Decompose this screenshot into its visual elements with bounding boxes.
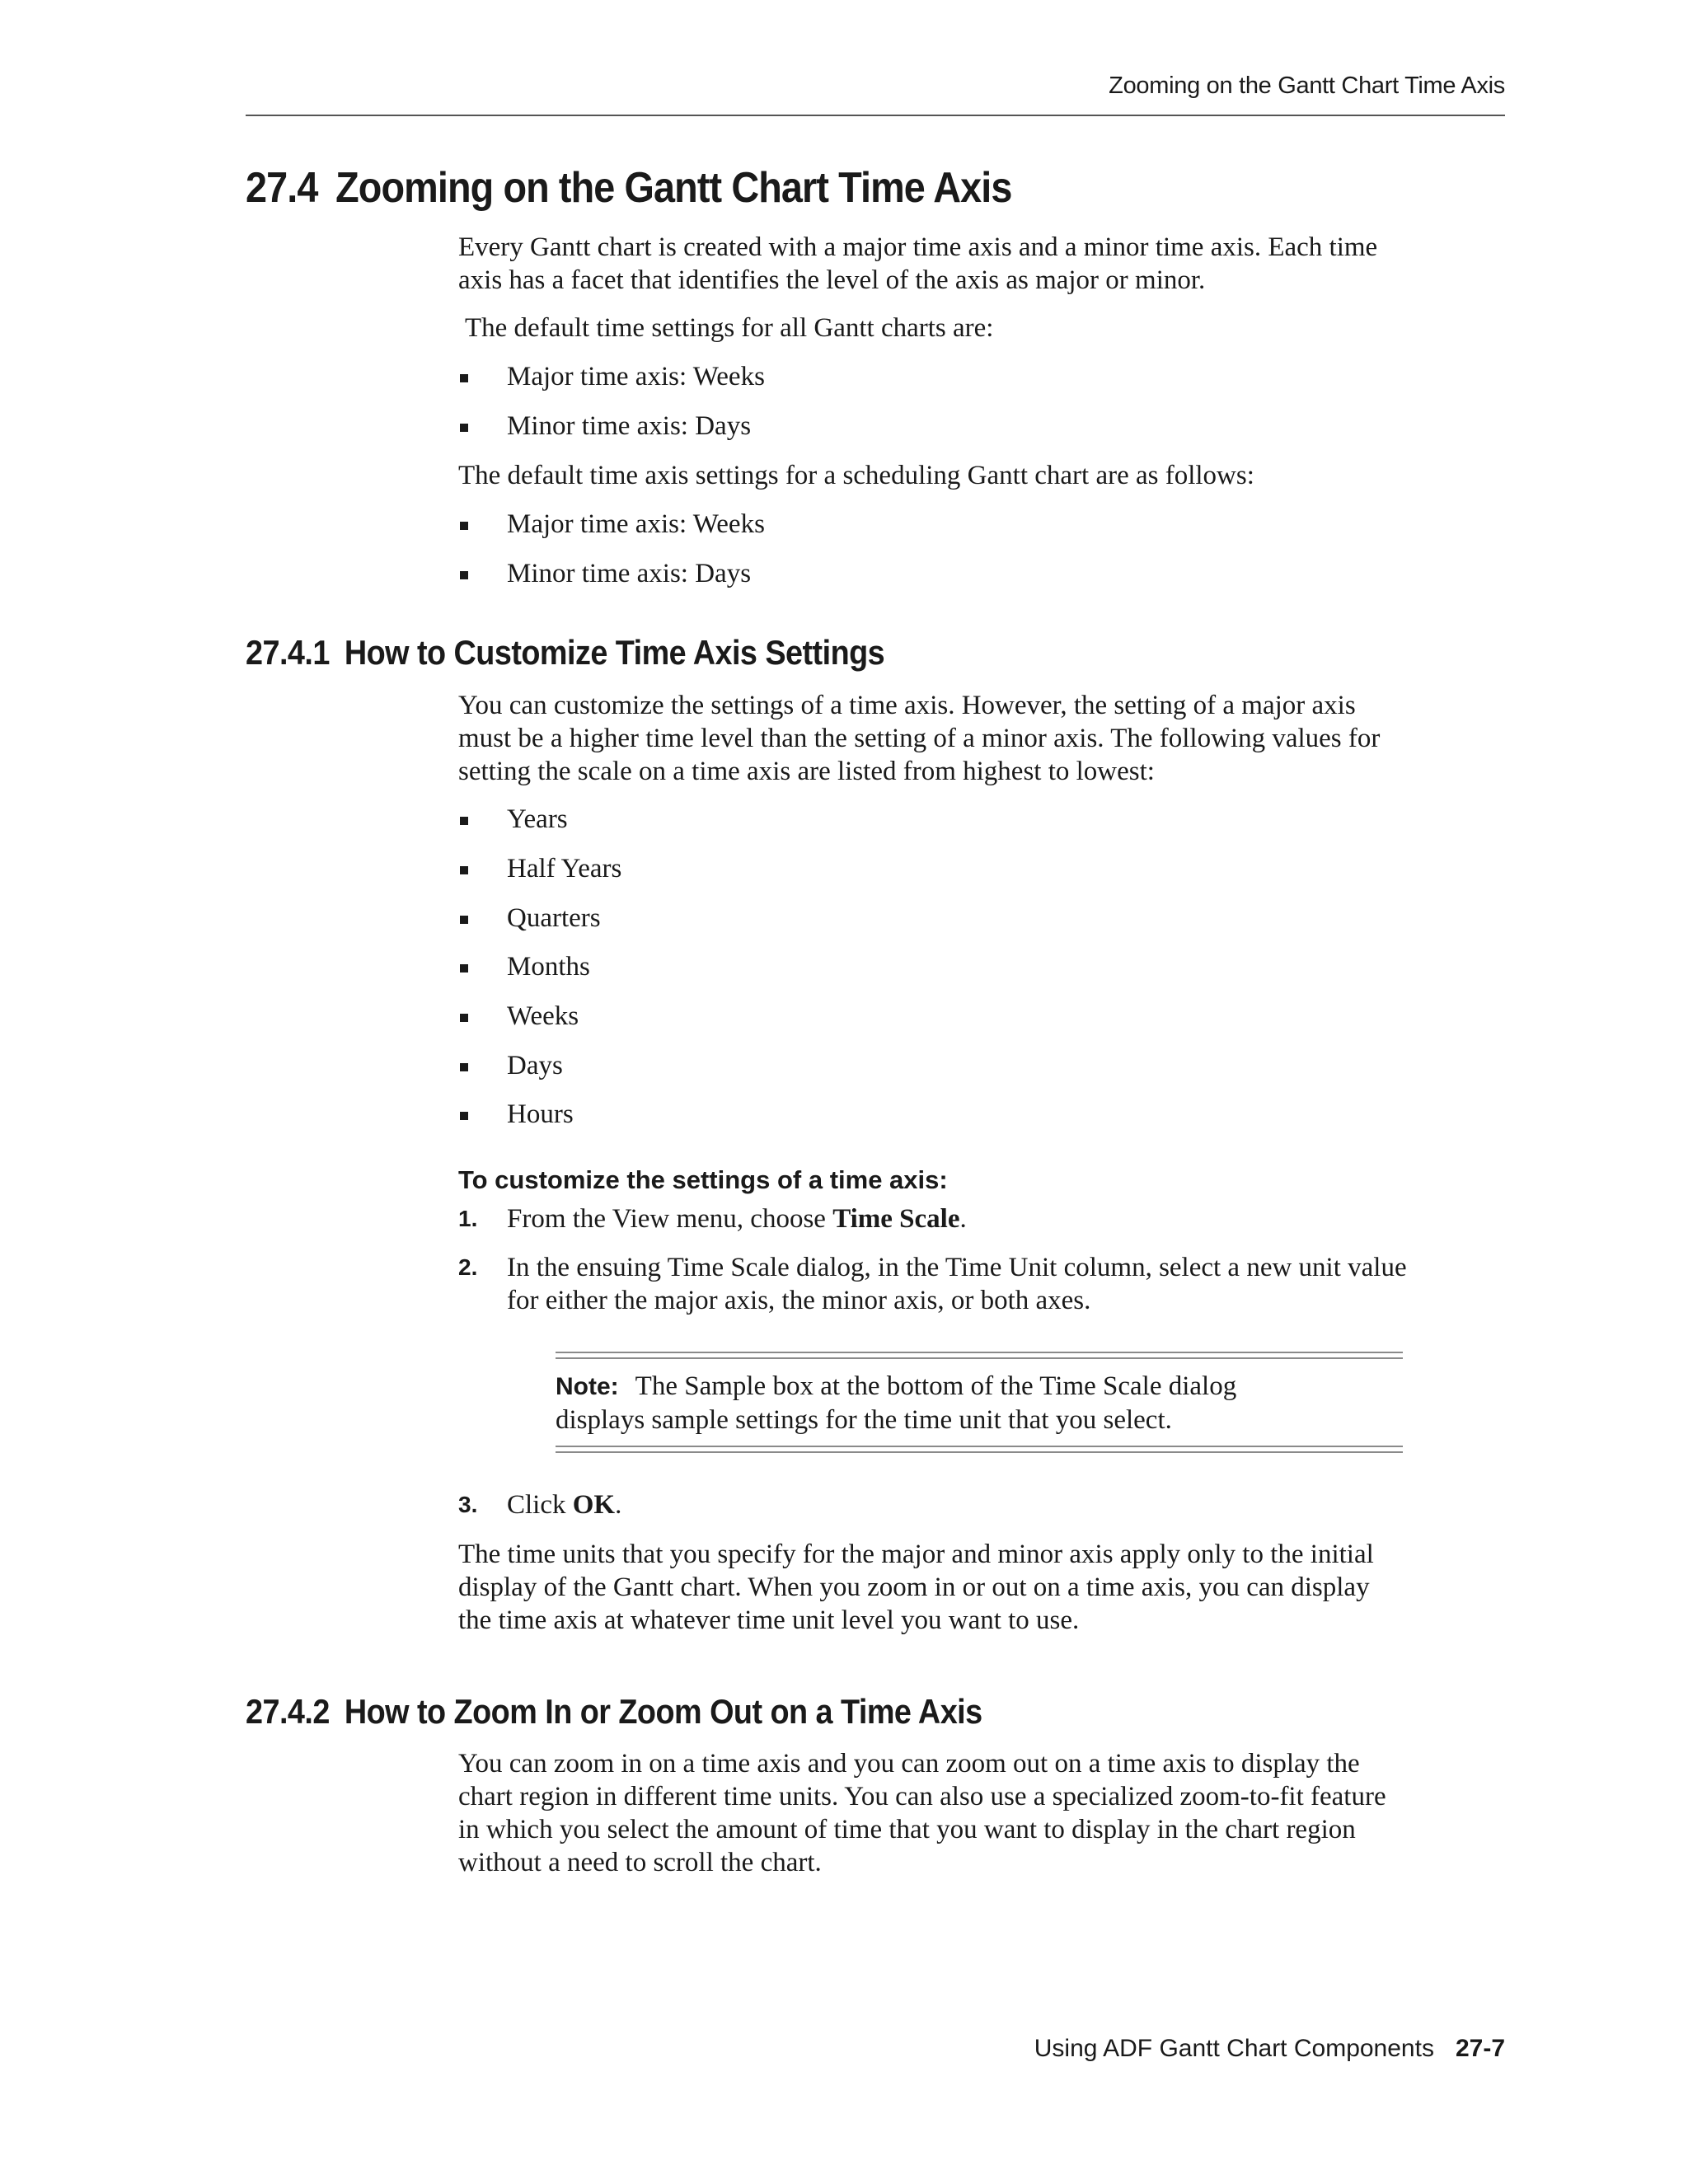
section-intro [458,231,1505,297]
note-label: Note: [556,1373,619,1400]
scheduling-intro: The default time axis settings for a scheduling Gantt chart are as follows: [458,461,1254,490]
subsection-paragraph: You can customize the settings of a time axis. However, the setting of a major axis must be a higher time level than the setting of a minor axis. The following values for setting the scale on a time axis are listed from highest to lowest: [458,691,1381,786]
bullet-icon [460,424,468,432]
note-rule [556,1451,1403,1453]
subsection-number: 27.4.2 [246,1692,330,1731]
intro-line: axis has a facet that identifies the level of the axis as major or minor. [458,265,1206,295]
section-heading [246,163,1012,213]
ui-term: Time Scale [832,1204,960,1234]
subsection-title: How to Customize Time Axis Settings [344,633,885,672]
note-rule [556,1446,1403,1447]
page-footer [246,2035,1505,2063]
bullet-icon [460,817,468,825]
default-settings-intro: The default time settings for all Gantt charts are: [465,313,994,343]
bullet-icon [460,571,468,579]
bullet-icon [460,964,468,972]
bullet-icon [460,1112,468,1120]
note-box: Note: The Sample box at the bottom of the Time Scale dialog displays sample settings for the time unit that you select. [556,1352,1403,1452]
procedure-title: To customize the settings of a time axis: [458,1165,948,1194]
step-number: 2. [458,1254,478,1280]
ui-term: OK [572,1490,616,1520]
bullet-icon [460,1014,468,1022]
subsection-heading [246,1692,982,1732]
step-number: 3. [458,1492,478,1517]
intro-line: Every Gantt chart is created with a major time axis and a minor time axis. Each time [458,232,1378,262]
bullet-icon [460,522,468,530]
note-rule [556,1352,1403,1353]
page-number: 27-7 [1455,2035,1505,2062]
section-number: 27.4 [246,164,318,212]
subsection-number: 27.4.1 [246,633,330,672]
subsection-title: How to Zoom In or Zoom Out on a Time Axis [344,1692,982,1731]
step-number: 1. [458,1206,478,1231]
bullet-icon [460,866,468,874]
bullet-icon [460,916,468,924]
closing-paragraph: The time units that you specify for the major and minor axis apply only to the initial display of the Gantt chart. When you zoom in or out on a time axis, you can display the time axis at whatever time unit level you want to use. [458,1540,1374,1635]
note-rule [556,1357,1403,1359]
header-rule [246,115,1505,116]
running-header: Zooming on the Gantt Chart Time Axis [1109,73,1505,99]
subsection-heading [246,633,884,673]
subsection-paragraph: You can zoom in on a time axis and you can zoom out on a time axis to display the chart region in different time units. You can also use a specialized zoom-to-fit feature in which you select the amount of time that you want to display in the chart region without a need to scroll the chart. [458,1749,1386,1877]
bullet-icon [460,1063,468,1071]
bullet-icon [460,374,468,382]
book-title: Using ADF Gantt Chart Components [1034,2035,1434,2062]
section-title: Zooming on the Gantt Chart Time Axis [335,164,1012,212]
